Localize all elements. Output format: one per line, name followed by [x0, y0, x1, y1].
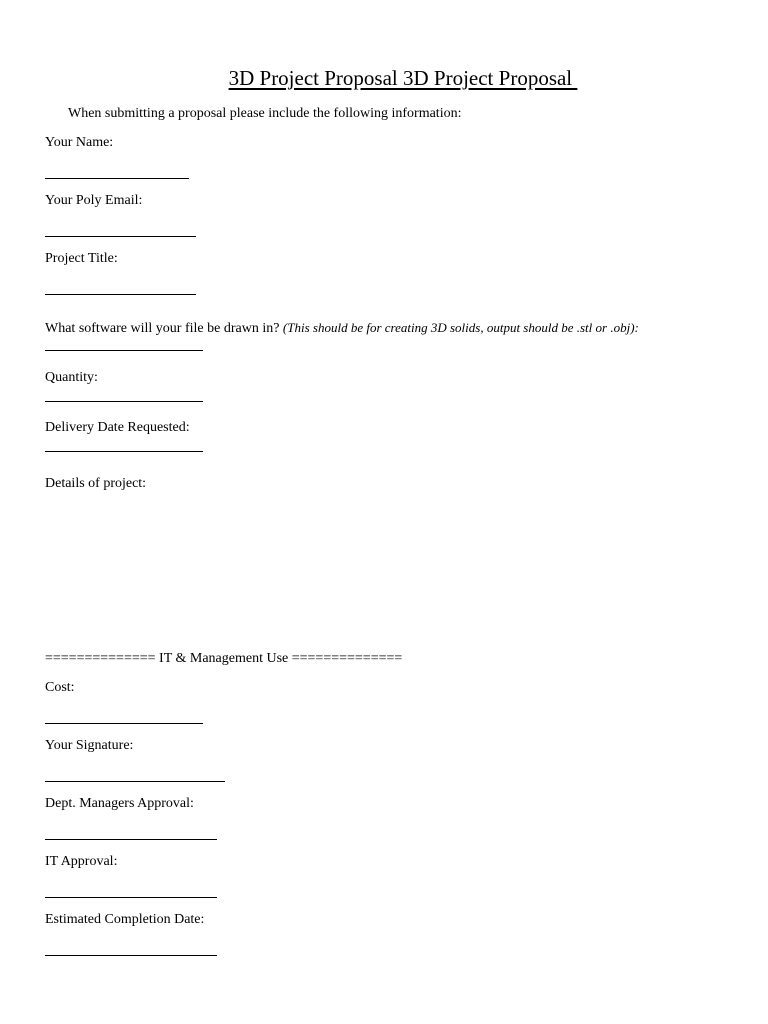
signature-label: Your Signature:: [45, 738, 134, 753]
dept-approval-blank: [45, 839, 217, 840]
it-approval-label: IT Approval:: [45, 854, 118, 869]
signature-blank: [45, 781, 225, 782]
document-title-text: 3D Project Proposal 3D Project Proposal: [228, 66, 578, 90]
software-blank: [45, 350, 203, 351]
completion-label: Estimated Completion Date:: [45, 912, 205, 927]
completion-blank: [45, 955, 217, 956]
quantity-label: Quantity:: [45, 370, 98, 385]
it-approval-blank: [45, 897, 217, 898]
project-title-label: Project Title:: [45, 251, 118, 266]
dept-approval-label: Dept. Managers Approval:: [45, 796, 194, 811]
delivery-blank: [45, 451, 203, 452]
software-question: [45, 320, 639, 337]
details-label: Details of project:: [45, 476, 147, 491]
software-label: What software will your file be drawn in?: [45, 321, 280, 336]
cost-label: Cost:: [45, 680, 75, 695]
email-label: Your Poly Email:: [45, 193, 143, 208]
name-label: Your Name:: [45, 135, 114, 150]
cost-blank: [45, 723, 203, 724]
email-blank: [45, 236, 196, 237]
software-note: (This should be for creating 3D solids, output should be .stl or .obj):: [282, 320, 639, 335]
management-divider: ============== IT & Management Use ==============: [45, 651, 403, 666]
intro-text: When submitting a proposal please include the following information:: [68, 106, 462, 121]
project-title-blank: [45, 294, 196, 295]
delivery-label: Delivery Date Requested:: [45, 420, 190, 435]
quantity-blank: [45, 401, 203, 402]
document-title: [0, 66, 768, 91]
name-blank: [45, 178, 189, 179]
